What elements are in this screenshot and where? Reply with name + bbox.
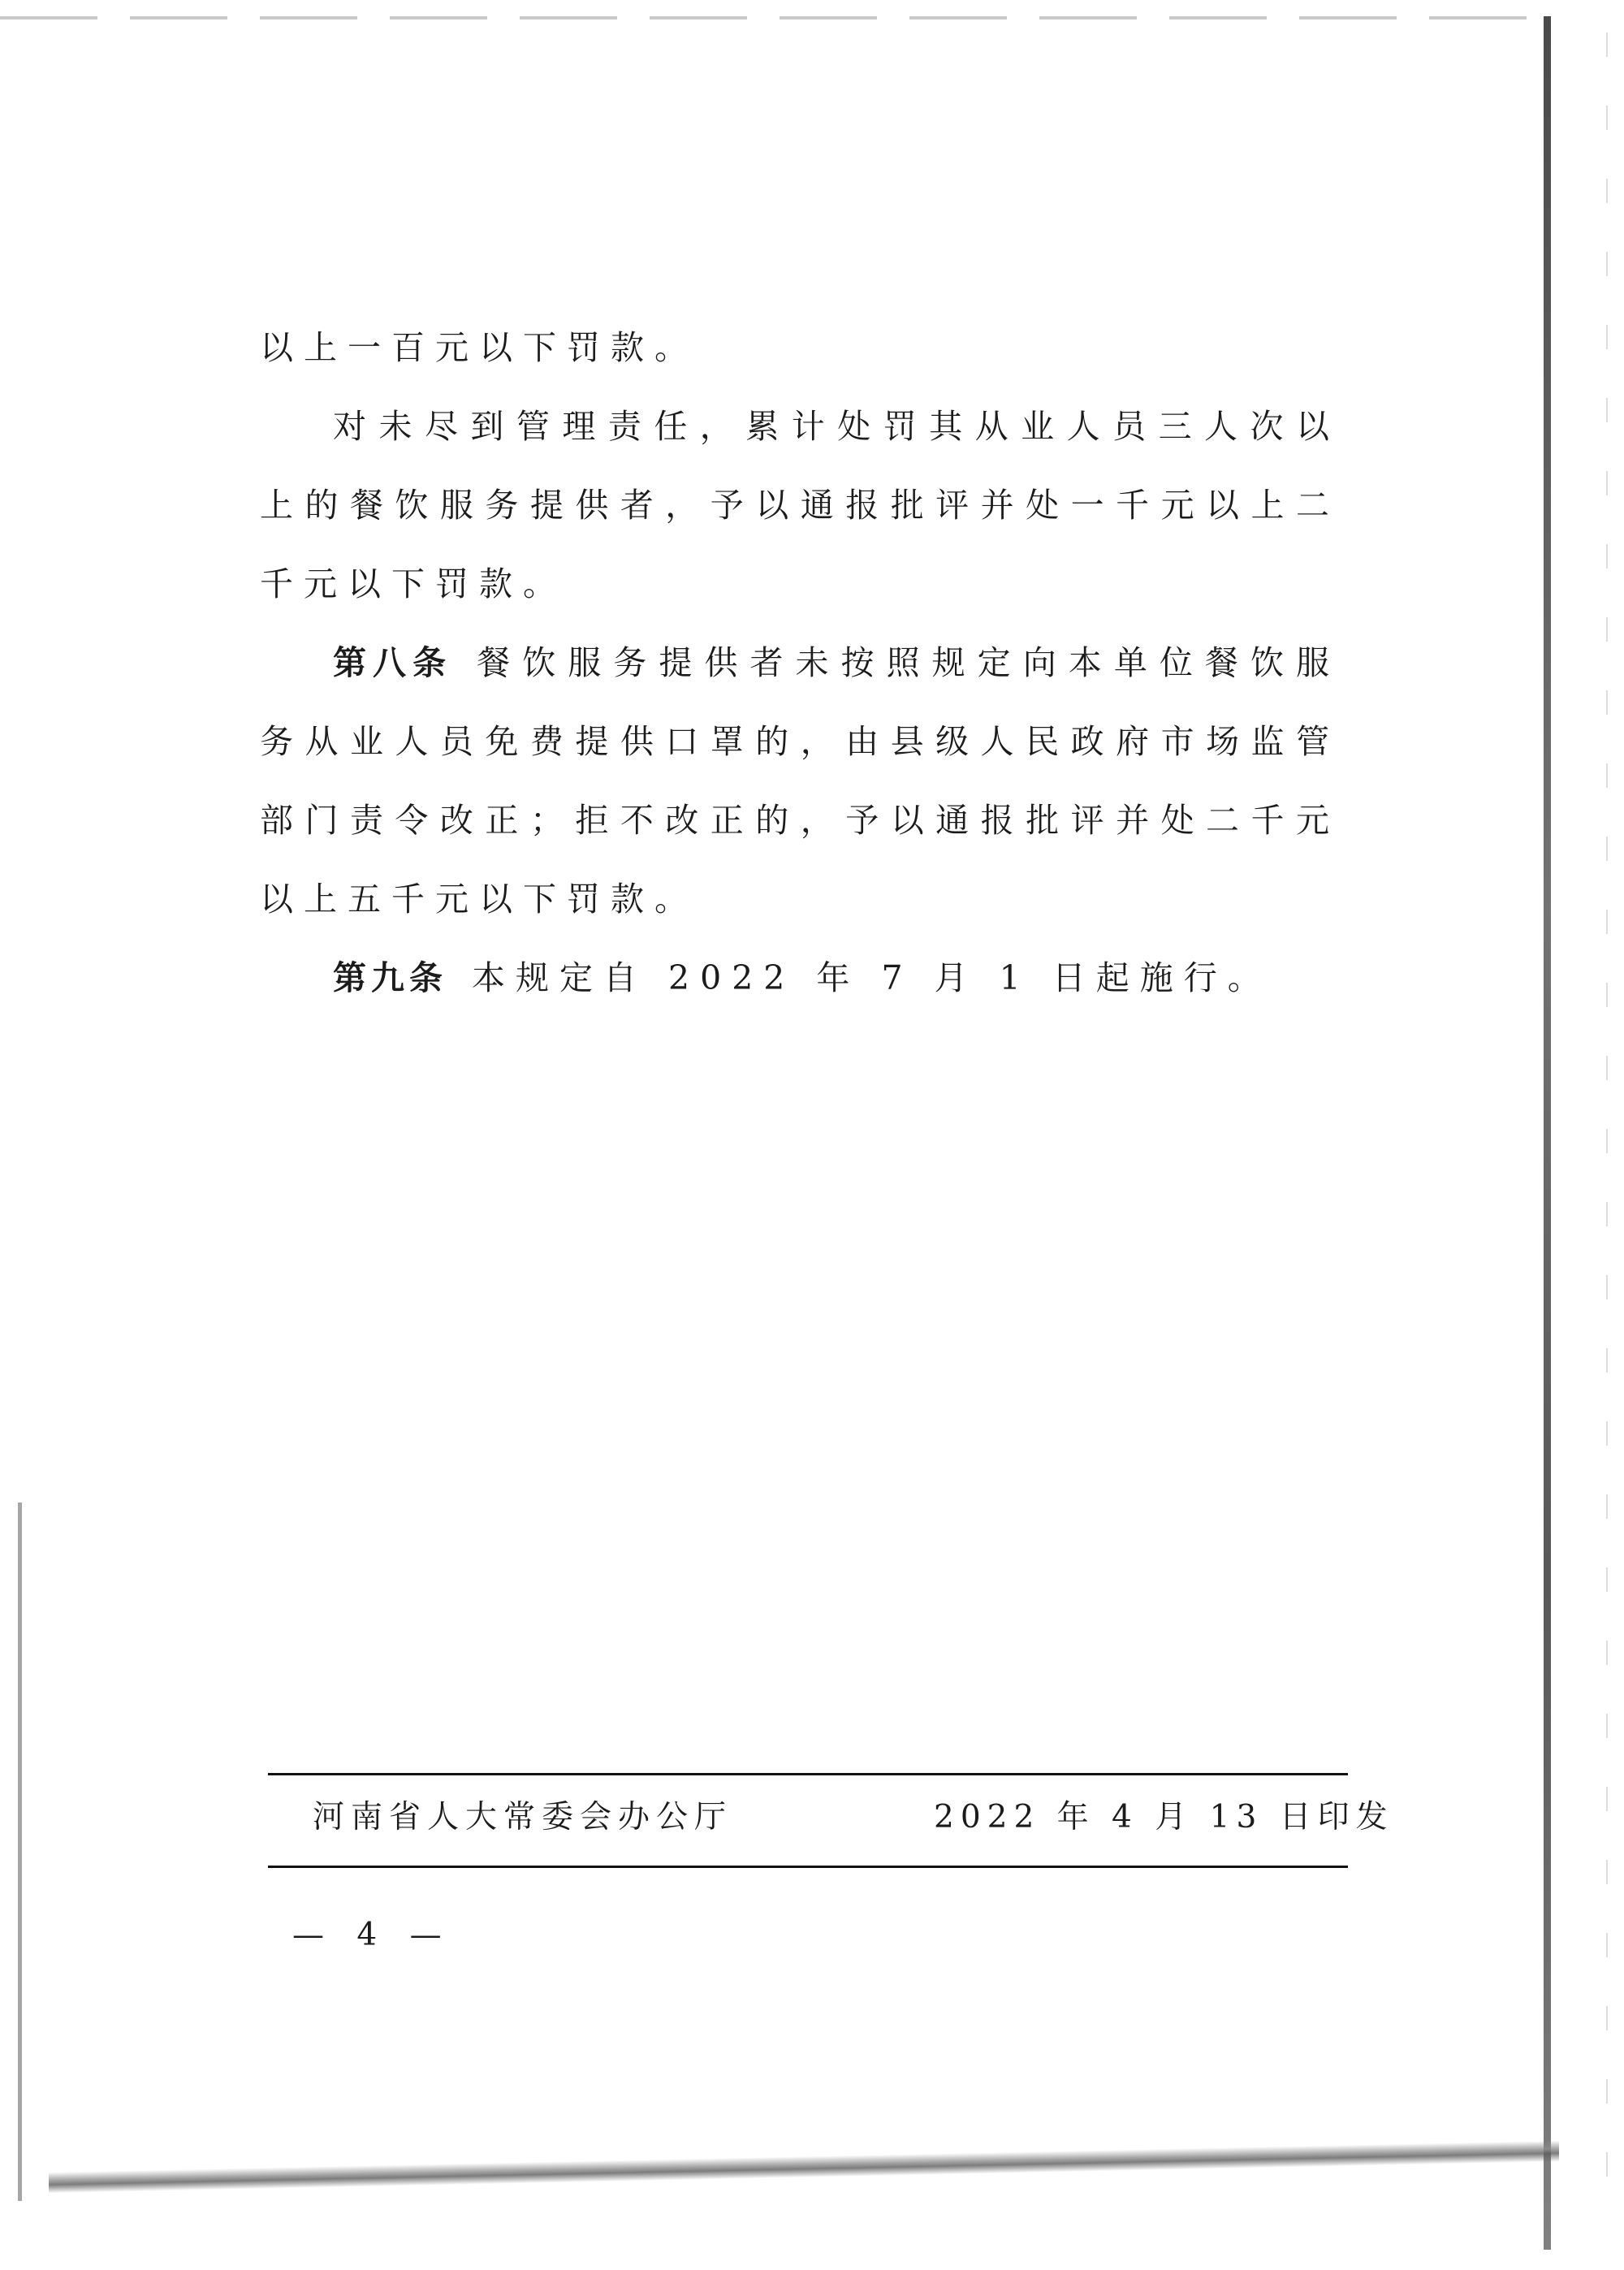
article-8-text: 餐饮服务提供者未按照规定向本单位餐饮服务从业人员免费提供口罩的，由县级人民政府市场监管部门责令改正；拒不改正的，予以通报批评并处二千元以上五千元以下罚款。 (260, 643, 1341, 919)
article-8-number: 第八条 (333, 643, 453, 682)
scan-edge-left (18, 1503, 22, 2201)
footer-rule-top (268, 1773, 1348, 1775)
paragraph-1-text: 以上一百元以下罚款。 (260, 328, 698, 367)
scan-edge-right-thin (1606, 32, 1608, 2225)
article-9-text: 本规定自 2022 年 7 月 1 日起施行。 (472, 958, 1272, 997)
issuer-name: 河南省人大常委会办公厅 (313, 1799, 733, 1835)
paragraph-article-9 (260, 939, 1340, 1018)
article-9-number: 第九条 (333, 958, 447, 997)
paragraph-2 (260, 387, 1340, 624)
scan-edge-top (0, 16, 1559, 19)
paragraph-1 (260, 309, 1340, 387)
page-number: — 4 — (292, 1917, 453, 1953)
scan-edge-bottom (49, 2141, 1559, 2194)
footer-rule-bottom (268, 1866, 1348, 1868)
issue-date: 2022 年 4 月 13 日印发 (934, 1799, 1394, 1835)
paragraph-2-text: 对未尽到管理责任，累计处罚其从业人员三人次以上的餐饮服务提供者，予以通报批评并处一千元以上二千元以下罚款。 (260, 407, 1340, 603)
scan-edge-right (1544, 16, 1551, 2250)
document-body (260, 309, 1340, 1018)
paragraph-article-8 (260, 624, 1340, 939)
